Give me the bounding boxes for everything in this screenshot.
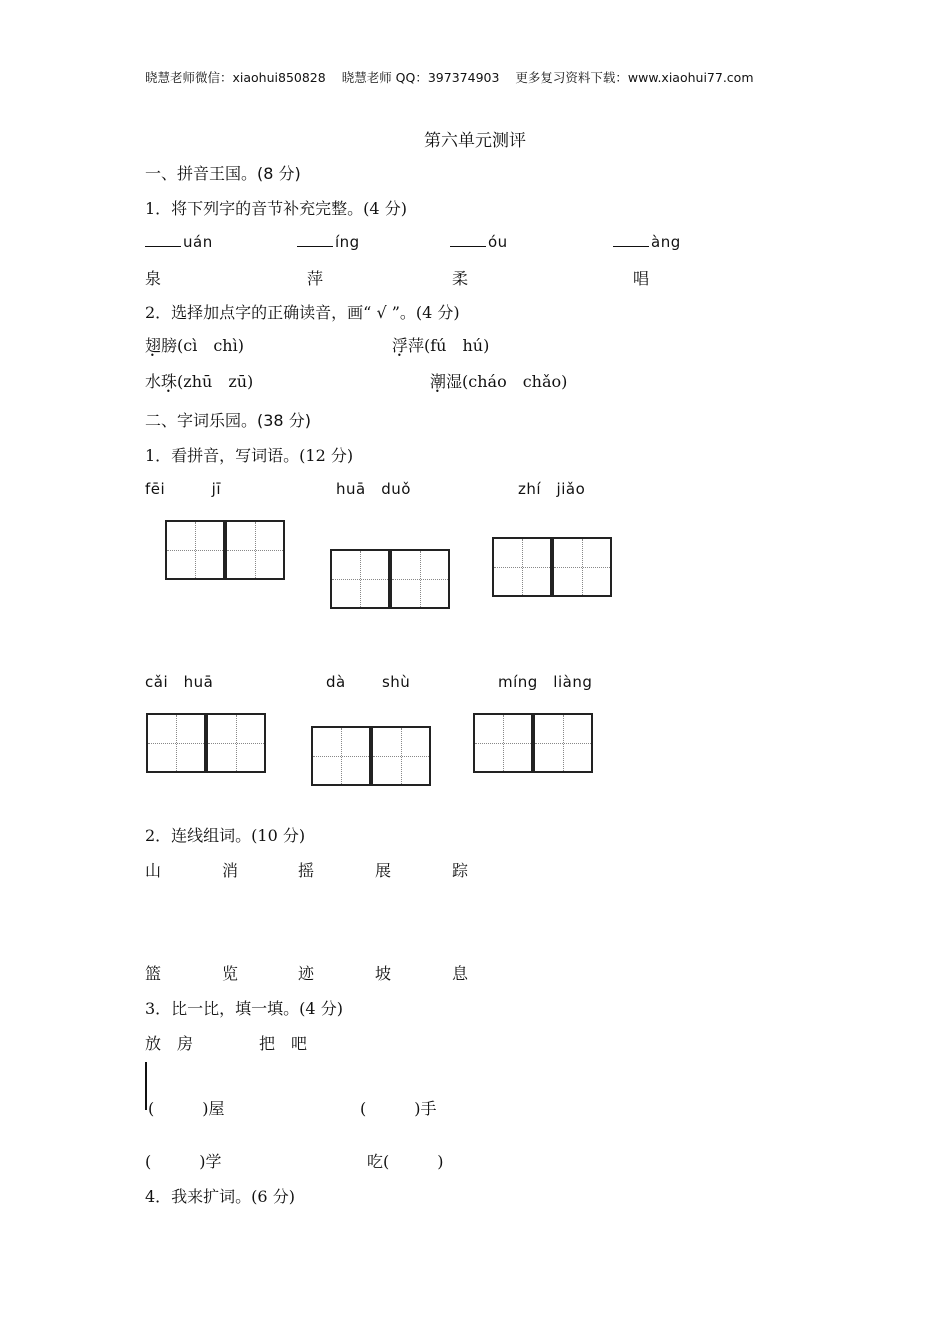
part2-q1-title: 1．看拼音，写词语。(12 分) xyxy=(145,446,354,465)
char-4: 唱 xyxy=(633,269,650,288)
pinyin-word-3: zhí jiǎo xyxy=(518,480,586,498)
char-3: 柔 xyxy=(452,269,469,288)
reading-choice-3[interactable]: 水珠(zhū zū) xyxy=(145,372,254,391)
grid-cell[interactable] xyxy=(492,537,552,597)
match-top-5[interactable]: 踪 xyxy=(452,861,469,880)
pinyin-blank-1[interactable]: uán xyxy=(145,232,213,251)
match-bottom-2[interactable]: 览 xyxy=(222,964,239,983)
compare-pair-1: 放 房 xyxy=(145,1034,194,1053)
match-bottom-3[interactable]: 迹 xyxy=(298,964,315,983)
page-header xyxy=(145,68,766,86)
fill-blank-2[interactable]: ( )手 xyxy=(360,1099,437,1118)
grid-cell[interactable] xyxy=(552,537,612,597)
writing-grid-6[interactable] xyxy=(473,713,593,773)
pinyin-word-1: fēi jī xyxy=(145,480,222,498)
compare-pair-2: 把 吧 xyxy=(259,1034,308,1053)
grid-cell[interactable] xyxy=(311,726,371,786)
pinyin-blank-4[interactable]: àng xyxy=(613,232,681,251)
header-wechat: 晓慧老师微信：xiaohui850828 xyxy=(145,70,326,85)
writing-grid-1[interactable] xyxy=(165,520,285,580)
char-2: 萍 xyxy=(307,269,324,288)
fill-blank-3[interactable]: ( )学 xyxy=(145,1152,222,1171)
pinyin-word-4: cǎi huā xyxy=(145,673,214,691)
writing-grid-3[interactable] xyxy=(492,537,612,597)
grid-cell[interactable] xyxy=(165,520,225,580)
header-qq: 晓慧老师 QQ：397374903 xyxy=(341,70,500,85)
pinyin-word-2: huā duǒ xyxy=(336,480,411,498)
writing-grid-5[interactable] xyxy=(311,726,431,786)
grid-cell[interactable] xyxy=(533,713,593,773)
grid-cell[interactable] xyxy=(206,713,266,773)
grid-cell[interactable] xyxy=(330,549,390,609)
match-bottom-4[interactable]: 坡 xyxy=(375,964,392,983)
grid-cell[interactable] xyxy=(225,520,285,580)
pinyin-word-5: dà shù xyxy=(326,673,411,691)
char-1: 泉 xyxy=(145,269,162,288)
part2-q2-title: 2．连线组词。(10 分) xyxy=(145,826,306,845)
page-title: 第六单元测评 xyxy=(424,131,526,151)
bracket-bar xyxy=(145,1062,147,1110)
header-download[interactable]: 更多复习资料下载：www.xiaohui77.com xyxy=(515,70,754,85)
reading-choice-4[interactable]: 潮湿(cháo chǎo) xyxy=(430,372,568,391)
match-bottom-5[interactable]: 息 xyxy=(452,964,469,983)
match-top-1[interactable]: 山 xyxy=(145,861,162,880)
part1-heading: 一、拼音王国。(8 分) xyxy=(145,164,301,183)
match-bottom-1[interactable]: 篮 xyxy=(145,964,162,983)
part2-q4-title: 4．我来扩词。(6 分) xyxy=(145,1187,295,1206)
grid-cell[interactable] xyxy=(390,549,450,609)
grid-cell[interactable] xyxy=(473,713,533,773)
match-top-2[interactable]: 消 xyxy=(222,861,239,880)
fill-blank-4[interactable]: 吃( ) xyxy=(367,1152,444,1171)
grid-cell[interactable] xyxy=(146,713,206,773)
reading-choice-1[interactable]: 翅膀(cì chì) xyxy=(145,336,244,355)
pinyin-blank-2[interactable]: íng xyxy=(297,232,360,251)
writing-grid-4[interactable] xyxy=(146,713,266,773)
part1-q2-title: 2．选择加点字的正确读音，画“ √ ”。(4 分) xyxy=(145,303,460,322)
grid-cell[interactable] xyxy=(371,726,431,786)
match-top-4[interactable]: 展 xyxy=(375,861,392,880)
writing-grid-2[interactable] xyxy=(330,549,450,609)
part2-heading: 二、字词乐园。(38 分) xyxy=(145,411,311,430)
match-top-3[interactable]: 摇 xyxy=(298,861,315,880)
part1-q1-title: 1．将下列字的音节补充完整。(4 分) xyxy=(145,199,407,218)
fill-blank-1[interactable]: ( )屋 xyxy=(148,1099,225,1118)
pinyin-blank-3[interactable]: óu xyxy=(450,232,508,251)
reading-choice-2[interactable]: 浮萍(fú hú) xyxy=(392,336,490,355)
pinyin-word-6: míng liàng xyxy=(498,673,593,691)
part2-q3-title: 3．比一比，填一填。(4 分) xyxy=(145,999,343,1018)
